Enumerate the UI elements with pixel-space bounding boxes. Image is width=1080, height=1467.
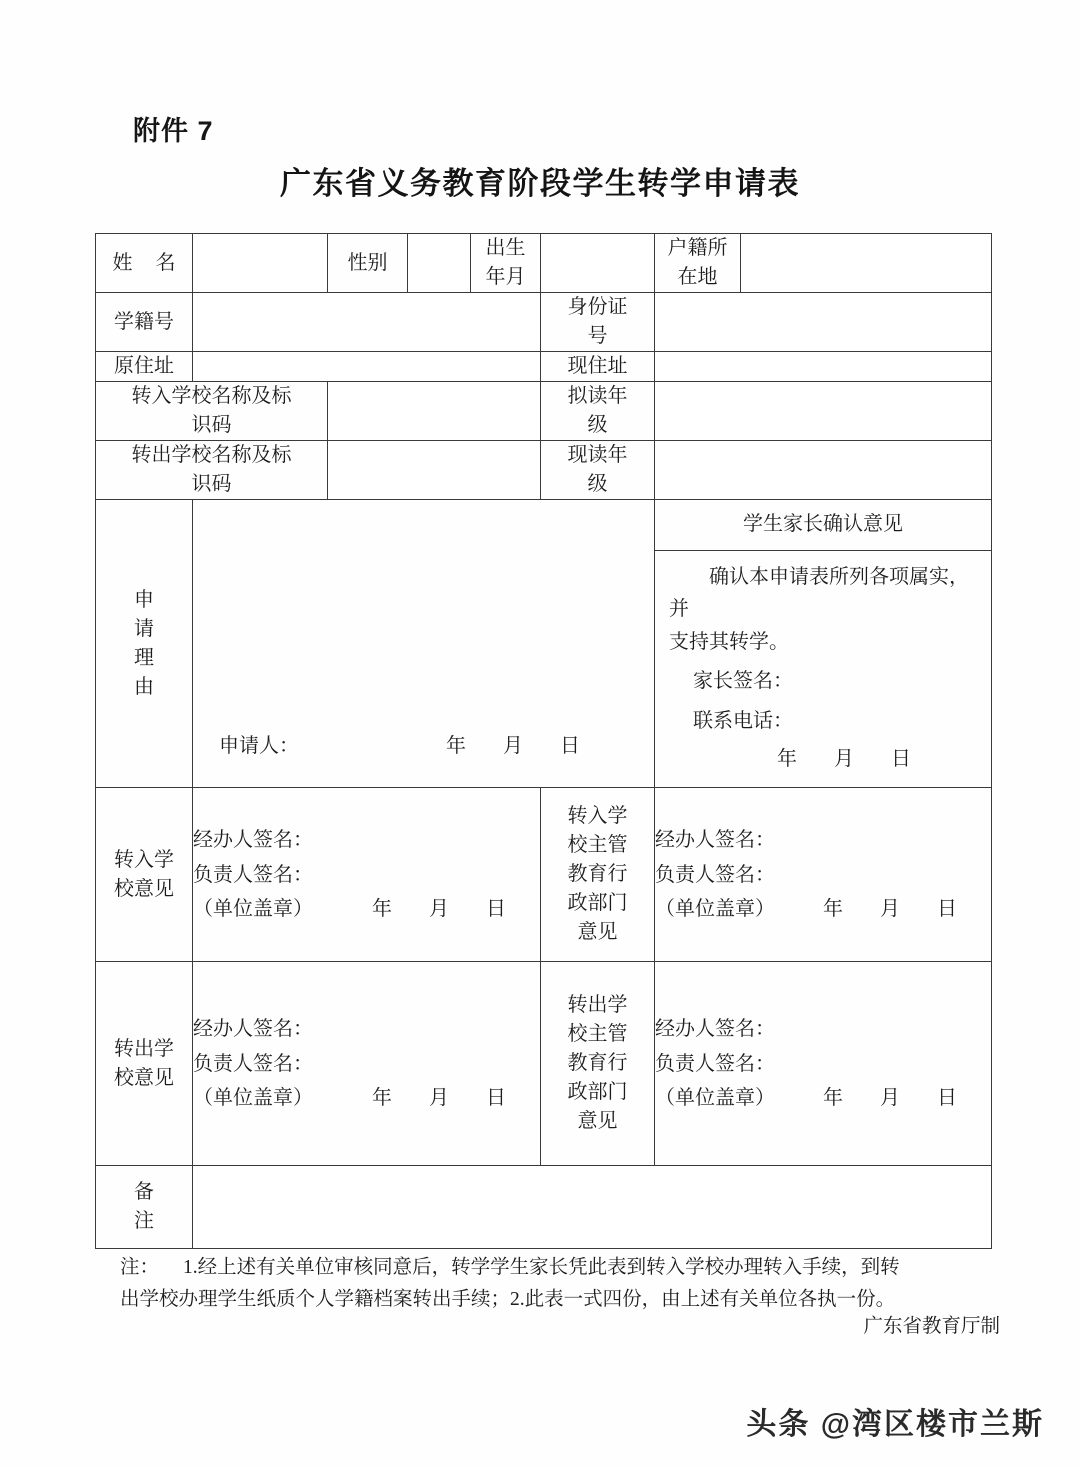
gender-value-field[interactable]	[408, 234, 471, 293]
table-row-student-id	[96, 293, 992, 352]
table-row-address	[96, 352, 992, 382]
transfer-in-authority-label-line4: 意见	[577, 921, 618, 944]
table-row-transfer-out-opinion	[96, 962, 992, 1166]
table-row-application-reason	[96, 500, 992, 788]
parent-phone-label: 联系电话：	[693, 709, 793, 732]
application-reason-label	[96, 500, 193, 788]
application-reason-label-char-1: 请	[134, 617, 154, 640]
remark-label-char-0: 备	[134, 1181, 154, 1204]
current-grade-value-field[interactable]	[655, 441, 992, 500]
transfer-in-authority-handler-label: 经办人签名：	[655, 829, 775, 852]
birth-date-label	[471, 234, 541, 293]
transfer-out-opinion-label-line1: 转出学	[114, 1037, 174, 1060]
application-reason-label-char-2: 理	[134, 646, 154, 669]
transfer-out-authority-label-line1: 校主管	[567, 1023, 628, 1046]
parent-signature-label: 家长签名：	[693, 670, 793, 693]
intended-grade-value-field[interactable]	[655, 382, 992, 441]
transfer-in-authority-label	[541, 788, 655, 962]
parent-confirmation-body[interactable]	[655, 551, 991, 787]
birth-date-label-line2: 年月	[485, 266, 526, 288]
transfer-in-authority-manager-label: 负责人签名：	[655, 863, 775, 886]
parent-confirmation-text-line2: 支持其转学。	[669, 630, 789, 653]
transfer-out-authority-label-line2: 教育行	[567, 1052, 628, 1075]
parent-confirmation-cell	[655, 500, 992, 788]
transfer-out-school-label-line2: 识码	[191, 473, 232, 495]
household-location-label-line1: 户籍所	[667, 237, 728, 259]
transfer-out-opinion-lines	[193, 1012, 540, 1115]
old-address-label: 原住址	[96, 352, 193, 382]
transfer-in-authority-lines	[655, 823, 991, 926]
gender-label: 性别	[328, 234, 408, 293]
table-row-name	[96, 234, 992, 293]
transfer-in-authority-label-line2: 教育行	[567, 863, 628, 886]
transfer-out-date-placeholder: 年 月 日	[372, 1087, 522, 1110]
transfer-in-authority-date-placeholder: 年 月 日	[823, 898, 973, 921]
transfer-in-authority-label-line1: 校主管	[567, 834, 628, 857]
parent-confirmation-text-line1: 确认本申请表所列各项属实，并	[669, 566, 969, 621]
transfer-out-authority-label	[541, 962, 655, 1166]
transfer-in-authority-seal-row	[655, 892, 991, 926]
parent-date-placeholder: 年 月 日	[777, 747, 927, 770]
name-label: 姓 名	[96, 234, 193, 293]
transfer-out-authority-handler-label: 经办人签名：	[655, 1018, 775, 1041]
table-row-transfer-out-school	[96, 441, 992, 500]
transfer-in-opinion-label	[96, 788, 193, 962]
watermark: 头条 @湾区楼市兰斯	[746, 1408, 1044, 1441]
transfer-in-school-label-line2: 识码	[191, 414, 232, 436]
household-location-value-field[interactable]	[741, 234, 992, 293]
transfer-out-seal-row	[193, 1081, 540, 1115]
transfer-out-authority-seal-row	[655, 1081, 991, 1115]
footnote-line-2: 出学校办理学生纸质个人学籍档案转出手续；2.此表一式四份，由上述有关单位各执一份。	[120, 1288, 896, 1310]
application-reason-label-char-0: 申	[134, 588, 154, 611]
transfer-in-seal-label: （单位盖章）	[193, 898, 313, 921]
transfer-in-authority-seal-label: （单位盖章）	[655, 898, 775, 921]
transfer-out-opinion-label	[96, 962, 193, 1166]
parent-confirmation-header: 学生家长确认意见	[655, 500, 991, 551]
transfer-out-school-label	[96, 441, 328, 500]
current-grade-label	[541, 441, 655, 500]
transfer-out-seal-label: （单位盖章）	[193, 1087, 313, 1110]
old-address-value-field[interactable]	[193, 352, 541, 382]
transfer-in-date-placeholder: 年 月 日	[372, 898, 522, 921]
transfer-in-authority-label-line0: 转入学	[567, 805, 628, 828]
transfer-in-school-label	[96, 382, 328, 441]
transfer-in-handler-label: 经办人签名：	[193, 829, 313, 852]
id-card-label-line1: 身份证	[567, 296, 628, 318]
transfer-out-authority-date-placeholder: 年 月 日	[823, 1087, 973, 1110]
intended-grade-label	[541, 382, 655, 441]
household-location-label-line2: 在地	[677, 266, 718, 288]
id-card-value-field[interactable]	[655, 293, 992, 352]
transfer-out-authority-lines	[655, 1012, 991, 1115]
current-grade-label-line2: 级	[587, 473, 608, 495]
remark-label	[96, 1166, 193, 1249]
transfer-out-opinion-input-area[interactable]	[193, 962, 541, 1166]
transfer-in-authority-label-line3: 政部门	[567, 892, 628, 915]
student-number-label: 学籍号	[96, 293, 193, 352]
page-title: 广东省义务教育阶段学生转学申请表	[280, 166, 800, 201]
household-location-label	[655, 234, 741, 293]
current-grade-label-line1: 现读年	[567, 444, 628, 466]
table-row-transfer-in-opinion	[96, 788, 992, 962]
transfer-out-authority-input-area[interactable]	[655, 962, 992, 1166]
transfer-in-opinion-lines	[193, 823, 540, 926]
new-address-value-field[interactable]	[655, 352, 992, 382]
transfer-out-authority-seal-label: （单位盖章）	[655, 1087, 775, 1110]
transfer-in-opinion-label-line2: 校意见	[114, 877, 174, 900]
applicant-label: 申请人：	[219, 735, 299, 758]
transfer-out-authority-label-line3: 政部门	[567, 1081, 628, 1104]
table-row-remark	[96, 1166, 992, 1249]
footnote-line-1: 1.经上述有关单位审核同意后，转学学生家长凭此表到转入学校办理转入手续，到转	[183, 1257, 900, 1278]
transfer-out-authority-manager-label: 负责人签名：	[655, 1052, 775, 1075]
transfer-in-seal-row	[193, 892, 540, 926]
applicant-date-placeholder: 年 月 日	[446, 735, 596, 758]
footnote	[120, 1252, 1000, 1315]
transfer-out-authority-label-line4: 意见	[577, 1110, 618, 1133]
transfer-in-opinion-input-area[interactable]	[193, 788, 541, 962]
transfer-out-school-label-line1: 转出学校名称及标	[131, 444, 292, 466]
transfer-in-school-label-line1: 转入学校名称及标	[131, 385, 292, 407]
remark-label-char-1: 注	[134, 1210, 154, 1233]
transfer-in-manager-label: 负责人签名：	[193, 863, 313, 886]
intended-grade-label-line1: 拟读年	[567, 385, 628, 407]
transfer-out-manager-label: 负责人签名：	[193, 1052, 313, 1075]
transfer-in-opinion-label-line1: 转入学	[114, 848, 174, 871]
transfer-in-school-value-field[interactable]	[328, 382, 541, 441]
intended-grade-label-line2: 级	[587, 414, 608, 436]
id-card-label	[541, 293, 655, 352]
applicant-signature-line	[219, 732, 638, 761]
transfer-in-authority-input-area[interactable]	[655, 788, 992, 962]
issuer-label: 广东省教育厅制	[863, 1316, 1000, 1337]
footnote-prefix: 注：	[120, 1257, 160, 1278]
attachment-label: 附件 7	[133, 116, 214, 146]
application-reason-input-area[interactable]	[193, 500, 655, 788]
transfer-out-opinion-label-line2: 校意见	[114, 1066, 174, 1089]
name-value-field[interactable]	[193, 234, 328, 293]
table-row-transfer-in-school	[96, 382, 992, 441]
application-reason-label-char-3: 由	[134, 675, 154, 698]
transfer-out-school-value-field[interactable]	[328, 441, 541, 500]
remark-value-field[interactable]	[193, 1166, 992, 1249]
birth-date-value-field[interactable]	[541, 234, 655, 293]
id-card-label-line2: 号	[587, 325, 608, 347]
birth-date-label-line1: 出生	[485, 237, 526, 259]
transfer-out-handler-label: 经办人签名：	[193, 1018, 313, 1041]
new-address-label: 现住址	[541, 352, 655, 382]
student-number-value-field[interactable]	[193, 293, 541, 352]
transfer-application-form	[95, 233, 992, 1249]
transfer-out-authority-label-line0: 转出学	[567, 994, 628, 1017]
